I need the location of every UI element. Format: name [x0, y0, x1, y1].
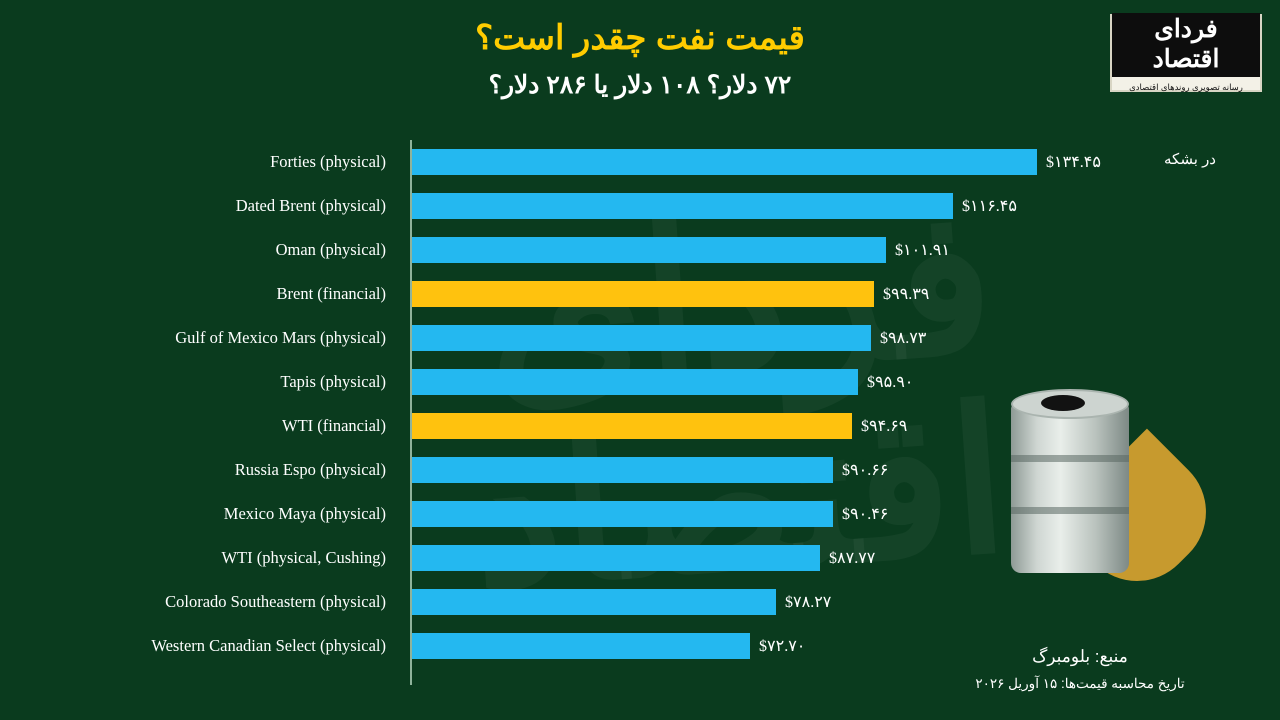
category-label: Gulf of Mexico Mars (physical)	[175, 328, 386, 347]
bar-row	[0, 316, 1280, 360]
category-label: Colorado Southeastern (physical)	[165, 592, 386, 611]
drum-band-lower	[1011, 507, 1129, 514]
bar-value-label: $۹۰.۶۶	[842, 462, 889, 479]
drum-body	[1011, 403, 1129, 573]
drum-band-upper	[1011, 455, 1129, 462]
bar-container	[412, 140, 1101, 184]
bar-value-label: $۸۷.۷۷	[829, 550, 876, 567]
bar	[412, 633, 750, 659]
category-label: Forties (physical)	[270, 152, 386, 171]
category-label: Dated Brent (physical)	[235, 196, 386, 215]
bar-highlighted	[412, 281, 874, 307]
category-label: Brent (financial)	[276, 284, 386, 303]
bar-container	[412, 184, 1017, 228]
brand-logo-tagline: رسانه تصویری روندهای اقتصادی	[1129, 82, 1243, 92]
category-label: WTI (financial)	[282, 416, 386, 435]
footer	[930, 647, 1230, 692]
bar-container	[412, 228, 950, 272]
bar-container	[412, 272, 929, 316]
oil-barrel-illustration	[1003, 389, 1218, 614]
bar	[412, 501, 833, 527]
bar	[412, 369, 858, 395]
category-label: Tapis (physical)	[280, 372, 386, 391]
bar-row	[0, 228, 1280, 272]
header	[0, 18, 1280, 100]
bar-container	[412, 360, 913, 404]
bar	[412, 589, 776, 615]
oil-drum-icon	[1011, 389, 1129, 574]
bar	[412, 149, 1037, 175]
brand-logo	[1110, 14, 1262, 92]
category-label: Western Canadian Select (physical)	[151, 636, 386, 655]
bar-container	[412, 404, 907, 448]
page-subtitle: ۷۲ دلار؟ ۱۰۸ دلار یا ۲۸۶ دلار؟	[488, 71, 792, 99]
bar-value-label: $۱۱۶.۴۵	[962, 198, 1017, 215]
category-label: Russia Espo (physical)	[234, 460, 386, 479]
bar	[412, 457, 833, 483]
calculation-date-label: تاریخ محاسبه قیمت‌ها: ۱۵ آوریل ۲۰۲۶	[975, 676, 1185, 691]
bar-value-label: $۷۸.۲۷	[785, 594, 832, 611]
bar-row	[0, 140, 1280, 184]
bar-container	[412, 624, 805, 668]
bar-container	[412, 316, 926, 360]
bar-container	[412, 448, 888, 492]
bar-value-label: $۹۰.۴۶	[842, 506, 889, 523]
bar-container	[412, 580, 831, 624]
bar	[412, 325, 871, 351]
page-title: قیمت نفت چقدر است؟	[475, 19, 805, 57]
bar-value-label: $۱۰۱.۹۱	[895, 242, 950, 259]
category-label: Mexico Maya (physical)	[223, 504, 386, 523]
source-label: منبع: بلومبرگ	[1032, 647, 1128, 666]
bar	[412, 193, 953, 219]
unit-label: در بشکه	[1164, 151, 1216, 168]
category-label: Oman (physical)	[275, 240, 386, 259]
bar-value-label: $۹۵.۹۰	[867, 374, 914, 391]
bar-row	[0, 184, 1280, 228]
bar-highlighted	[412, 413, 852, 439]
bar-value-label: $۱۳۴.۴۵	[1046, 154, 1101, 171]
bar-row	[0, 272, 1280, 316]
bar-value-label: $۹۹.۳۹	[883, 286, 930, 303]
bar-value-label: $۹۴.۶۹	[861, 418, 908, 435]
category-label: WTI (physical, Cushing)	[221, 548, 386, 567]
drum-opening	[1041, 395, 1085, 411]
bar-value-label: $۹۸.۷۳	[880, 330, 927, 347]
bar-value-label: $۷۲.۷۰	[759, 638, 806, 655]
brand-logo-name: فردای اقتصاد	[1112, 13, 1260, 77]
bar-container	[412, 492, 888, 536]
bar	[412, 545, 820, 571]
bar-container	[412, 536, 875, 580]
bar	[412, 237, 886, 263]
